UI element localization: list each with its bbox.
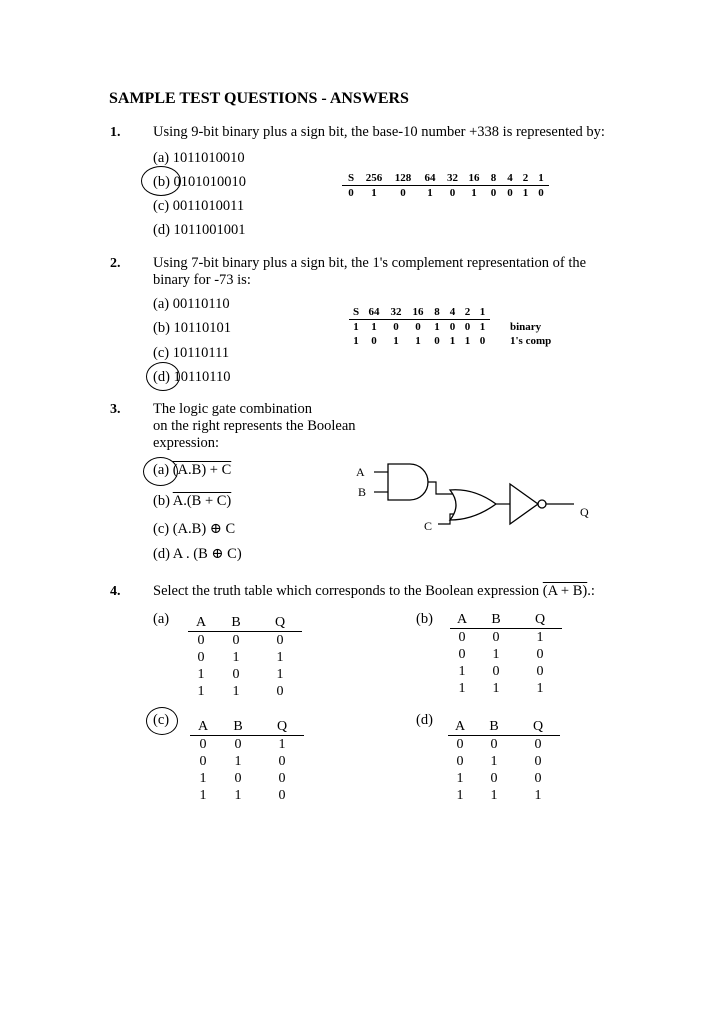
q3-option-c-prefix: (c) — [153, 521, 173, 537]
q2-r1-b0: 1 — [353, 335, 359, 347]
cell: 1 — [490, 754, 498, 769]
cell: 1 — [536, 681, 544, 696]
q1-hdr-8: 2 — [518, 171, 533, 186]
q1-hdr-5: 16 — [463, 171, 485, 186]
table-row — [190, 753, 304, 770]
cell: 0 — [458, 630, 466, 645]
q3-text-line2: on the right represents the Boolean — [153, 418, 356, 434]
table-row — [450, 629, 562, 647]
cell: 0 — [278, 788, 286, 803]
q4-c-hdr-a: A — [190, 718, 216, 736]
q1-bit-0: 0 — [348, 187, 354, 199]
cell: 0 — [197, 633, 205, 648]
cell: 1 — [199, 771, 207, 786]
q1-option-b[interactable]: (b) 0101010010 — [153, 174, 247, 190]
q4-c-hdr-q: Q — [260, 718, 304, 736]
q2-hdr-5: 4 — [445, 305, 460, 320]
cell: 0 — [534, 771, 542, 786]
q1-hdr-0: S — [342, 171, 360, 186]
cell: 1 — [199, 788, 207, 803]
q2-option-a[interactable]: (a) 00110110 — [153, 296, 230, 312]
q1-bit-7: 0 — [507, 187, 513, 199]
cell: 1 — [492, 647, 500, 662]
table-row — [188, 632, 302, 650]
q4-a-hdr-a: A — [188, 614, 214, 632]
q2-r0-b0: 1 — [353, 321, 359, 333]
q1-hdr-9: 1 — [533, 171, 549, 186]
q2-r1-b4: 0 — [434, 335, 440, 347]
q4-table-a-label[interactable]: (a) — [153, 611, 170, 627]
q4-answer-circle — [146, 707, 178, 735]
q2-row-label-1s-comp: 1's comp — [510, 335, 552, 347]
cell: 0 — [492, 630, 500, 645]
table-row — [190, 736, 304, 754]
q3-option-a-prefix: (a) — [153, 462, 173, 478]
q2-r0-b7: 1 — [479, 321, 486, 333]
table-row — [190, 787, 304, 804]
q1-bit-9: 0 — [538, 187, 544, 199]
q1-option-d[interactable]: (d) 1011001001 — [153, 222, 246, 238]
q1-hdr-1: 256 — [360, 171, 388, 186]
gate-label-b: B — [358, 485, 367, 499]
q1-hdr-4: 32 — [442, 171, 463, 186]
q2-option-d[interactable]: (d) 10110110 — [153, 369, 231, 385]
cell: 1 — [276, 650, 284, 665]
q3-option-b[interactable] — [153, 493, 231, 510]
table-row — [448, 736, 560, 754]
table-row — [188, 666, 302, 683]
cell: 0 — [278, 771, 286, 786]
q4-expr: (A + B) — [542, 583, 588, 599]
q4-b-hdr-a: A — [450, 611, 474, 629]
q1-hdr-7: 4 — [502, 171, 518, 186]
q3-answer-circle — [143, 457, 178, 486]
q2-option-c[interactable]: (c) 10110111 — [153, 345, 230, 361]
table-row — [450, 646, 562, 663]
table-row — [448, 770, 560, 787]
q1-bit-2: 0 — [400, 187, 406, 199]
q4-a-hdr-q: Q — [258, 614, 302, 632]
not-bubble-icon — [538, 500, 546, 508]
q2-hdr-2: 32 — [385, 305, 407, 320]
cell: 0 — [456, 754, 464, 769]
cell: 0 — [536, 647, 544, 662]
gate-label-q: Q — [580, 505, 589, 519]
q4-truth-table-a — [188, 614, 302, 700]
q1-option-c[interactable]: (c) 0011010011 — [153, 198, 245, 214]
cell: 1 — [492, 681, 500, 696]
or-gate-icon — [450, 490, 496, 520]
q4-table-b-label[interactable]: (b) — [416, 611, 433, 627]
cell: 1 — [536, 630, 544, 645]
q2-r1-b7: 0 — [479, 335, 486, 347]
q2-r0-b5: 0 — [449, 321, 456, 333]
q2-r0-b6: 0 — [464, 321, 471, 333]
q3-text-line1: The logic gate combination — [153, 401, 313, 417]
q2-number: 2. — [110, 256, 121, 271]
cell: 1 — [458, 664, 466, 679]
q2-binary-table — [349, 305, 560, 348]
cell: 0 — [276, 684, 284, 699]
cell: 0 — [278, 754, 286, 769]
q2-text-line1: Using 7-bit binary plus a sign bit, the 1's complement representation of the — [153, 255, 587, 271]
cell: 0 — [458, 647, 466, 662]
q4-truth-table-d — [448, 718, 560, 804]
q2-r1-b1: 0 — [371, 335, 377, 347]
q3-option-c[interactable] — [153, 521, 235, 538]
cell: 1 — [458, 681, 466, 696]
q2-r1-b2: 1 — [393, 335, 399, 347]
q3-text-line3: expression: — [153, 435, 220, 451]
q2-row-label-binary: binary — [510, 320, 542, 333]
cell: 1 — [534, 788, 542, 803]
q4-truth-table-c — [190, 718, 304, 804]
q4-d-hdr-a: A — [448, 718, 472, 736]
q3-option-a-expr: (A.B) + C — [172, 462, 232, 478]
table-row — [450, 663, 562, 680]
q2-r0-b3: 0 — [415, 321, 421, 333]
cell: 1 — [456, 788, 464, 803]
q1-text: Using 9-bit binary plus a sign bit, the base-10 number +338 is represented by: — [153, 124, 605, 140]
q1-bit-3: 1 — [427, 187, 433, 199]
q1-hdr-3: 64 — [418, 171, 442, 186]
q1-number: 1. — [110, 125, 121, 140]
table-row — [188, 649, 302, 666]
q4-d-hdr-b: B — [472, 718, 516, 736]
page-title: SAMPLE TEST QUESTIONS - ANSWERS — [109, 90, 409, 107]
cell: 0 — [456, 737, 464, 752]
q1-option-a[interactable]: (a) 1011010010 — [153, 150, 245, 166]
cell: 0 — [492, 664, 500, 679]
cell: 0 — [199, 737, 207, 752]
cell: 0 — [197, 650, 205, 665]
cell: 1 — [232, 684, 240, 699]
q4-table-d-label[interactable]: (d) — [416, 712, 433, 728]
table-row — [448, 753, 560, 770]
q1-bit-5: 1 — [471, 187, 477, 199]
cell: 1 — [278, 737, 286, 752]
q4-truth-table-b — [450, 611, 562, 697]
table-row — [450, 680, 562, 697]
q2-r0-b2: 0 — [393, 321, 399, 333]
q3-option-d-prefix: (d) — [153, 546, 173, 562]
q1-hdr-2: 128 — [388, 171, 418, 186]
q3-option-b-prefix: (b) — [153, 493, 173, 509]
cell: 1 — [276, 667, 284, 682]
cell: 0 — [534, 737, 542, 752]
q2-hdr-3: 16 — [407, 305, 429, 320]
q2-r0-b4: 1 — [434, 321, 440, 333]
cell: 0 — [199, 754, 207, 769]
cell: 1 — [234, 754, 242, 769]
cell: 1 — [490, 788, 498, 803]
cell: 0 — [234, 771, 242, 786]
q3-option-c-expr: (A.B) ⊕ C — [172, 521, 236, 537]
q2-hdr-6: 2 — [460, 305, 475, 320]
q3-option-b-expr: A.(B + C) — [172, 493, 232, 509]
q4-c-hdr-b: B — [216, 718, 260, 736]
q4-b-hdr-q: Q — [518, 611, 562, 629]
cell: 0 — [490, 771, 498, 786]
q2-r1-b5: 1 — [449, 335, 456, 347]
q4-text — [153, 583, 595, 600]
cell: 1 — [197, 667, 205, 682]
not-gate-icon — [510, 484, 538, 524]
gate-label-a: A — [356, 465, 365, 479]
q4-text-main: Select the truth table which corresponds to the Boolean expression — [153, 583, 540, 599]
q2-r0-b1: 1 — [371, 321, 377, 333]
q2-hdr-4: 8 — [429, 305, 445, 320]
q2-option-b[interactable]: (b) 10110101 — [153, 320, 231, 336]
cell: 0 — [490, 737, 498, 752]
q1-answer-circle — [141, 166, 181, 196]
q2-hdr-7: 1 — [475, 305, 490, 320]
table-row — [448, 787, 560, 804]
q2-text-line2: binary for -73 is: — [153, 272, 251, 288]
cell: 0 — [234, 737, 242, 752]
q1-bit-8: 1 — [522, 187, 529, 199]
q4-table-c-label[interactable]: (c) — [153, 712, 170, 728]
cell: 1 — [197, 684, 205, 699]
q1-bit-1: 1 — [371, 187, 377, 199]
q2-hdr-1: 64 — [363, 305, 385, 320]
gate-label-c: C — [424, 519, 433, 533]
cell: 1 — [456, 771, 464, 786]
table-row — [188, 683, 302, 700]
q4-b-hdr-b: B — [474, 611, 518, 629]
q2-hdr-0: S — [349, 305, 363, 320]
cell: 1 — [234, 788, 242, 803]
q3-number: 3. — [110, 402, 121, 417]
q2-r1-b6: 1 — [464, 335, 471, 347]
q4-suffix: .: — [587, 583, 595, 599]
cell: 0 — [232, 633, 240, 648]
q3-option-d-expr: A . (B ⊕ C) — [172, 546, 242, 562]
q4-a-hdr-b: B — [214, 614, 258, 632]
q3-option-d[interactable] — [153, 546, 242, 563]
cell: 0 — [232, 667, 240, 682]
q1-bit-6: 0 — [490, 187, 497, 199]
q2-answer-circle — [146, 362, 180, 391]
and-gate-icon — [388, 464, 428, 500]
q1-binary-table — [342, 171, 549, 200]
cell: 0 — [276, 633, 284, 648]
table-row — [190, 770, 304, 787]
q1-bit-4: 0 — [449, 187, 456, 199]
q4-d-hdr-q: Q — [516, 718, 560, 736]
cell: 0 — [534, 754, 542, 769]
cell: 0 — [536, 664, 544, 679]
cell: 1 — [232, 650, 240, 665]
q2-r1-b3: 1 — [415, 335, 421, 347]
q1-hdr-6: 8 — [485, 171, 502, 186]
logic-gate-diagram — [350, 458, 600, 538]
q4-number: 4. — [110, 584, 121, 599]
